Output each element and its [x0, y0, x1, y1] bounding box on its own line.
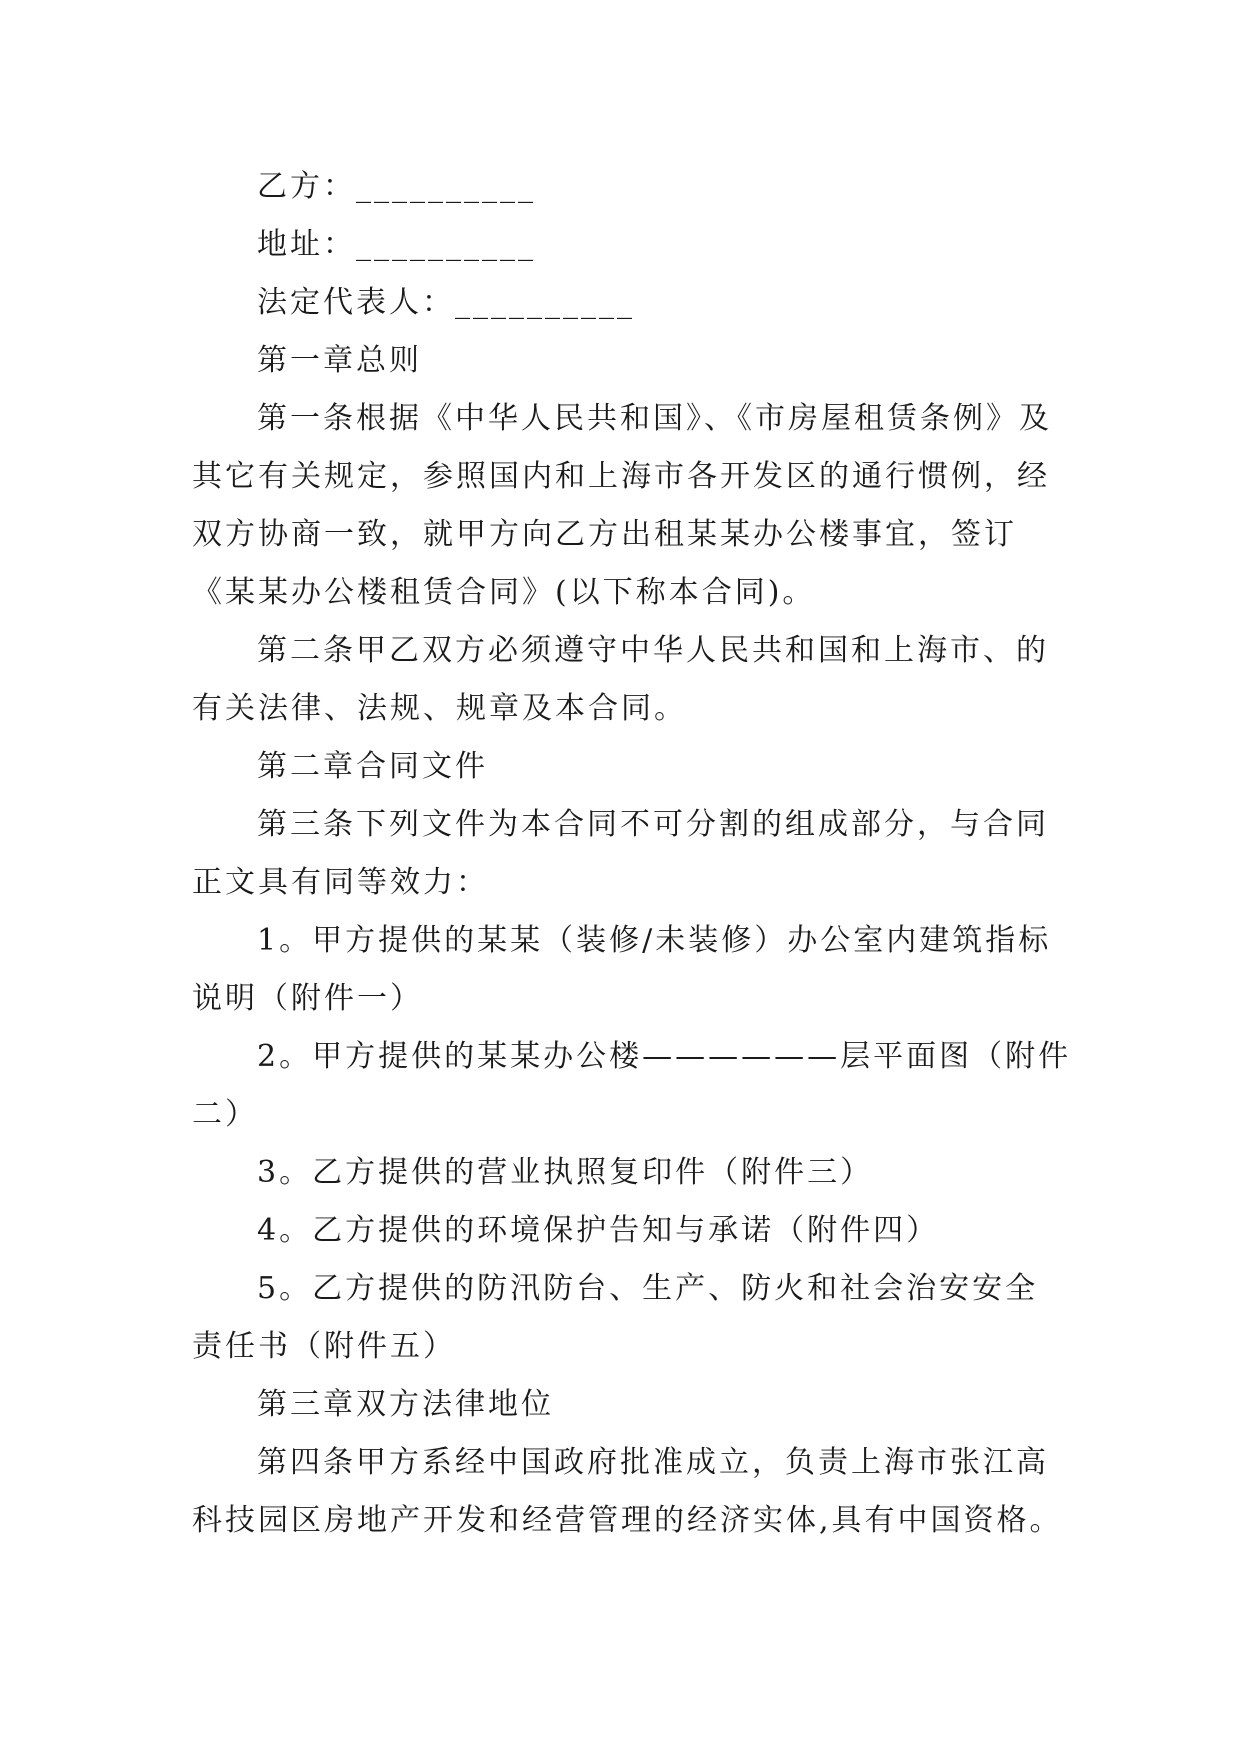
paragraph-line: 科技园区房地产开发和经营管理的经济实体,具有中国资格。	[192, 1503, 1063, 1538]
paragraph-line: 有关法律、法规、规章及本合同。	[192, 691, 687, 726]
chapter-heading: 第一章总则	[257, 343, 422, 378]
document-body	[192, 158, 1072, 1550]
legal-representative-line: 法定代表人：__________	[257, 285, 635, 320]
list-item-continuation: 责任书（附件五）	[192, 1329, 456, 1364]
paragraph-line: 正文具有同等效力：	[192, 865, 489, 900]
paragraph-line: 第四条甲方系经中国政府批准成立，负责上海市张江高	[257, 1445, 1049, 1480]
list-item: 2。甲方提供的某某办公楼——————层平面图（附件	[257, 1039, 1072, 1074]
address-line: 地址：__________	[257, 227, 536, 262]
list-item: 3。乙方提供的营业执照复印件（附件三）	[257, 1155, 874, 1190]
paragraph-line: 双方协商一致，就甲方向乙方出租某某办公楼事宜，签订	[192, 517, 1017, 552]
party-b-line: 乙方：__________	[257, 169, 536, 204]
paragraph-line: 《某某办公楼租赁合同》(以下称本合同)。	[192, 575, 816, 610]
paragraph-line: 其它有关规定，参照国内和上海市各开发区的通行惯例，经	[192, 459, 1050, 494]
list-item-continuation: 说明（附件一）	[192, 981, 423, 1016]
list-item: 1。甲方提供的某某（装修/未装修）办公室内建筑指标	[257, 923, 1052, 958]
list-item: 5。乙方提供的防汛防台、生产、防火和社会治安安全	[257, 1271, 1039, 1306]
paragraph-line: 第三条下列文件为本合同不可分割的组成部分，与合同	[257, 807, 1049, 842]
chapter-heading: 第三章双方法律地位	[257, 1387, 554, 1422]
list-item: 4。乙方提供的环境保护告知与承诺（附件四）	[257, 1213, 940, 1248]
list-item-continuation: 二）	[192, 1097, 258, 1132]
paragraph-line: 第二条甲乙双方必须遵守中华人民共和国和上海市、的	[257, 633, 1049, 668]
chapter-heading: 第二章合同文件	[257, 749, 488, 784]
paragraph-line: 第一条根据《中华人民共和国》、《市房屋租赁条例》及	[257, 401, 1052, 436]
